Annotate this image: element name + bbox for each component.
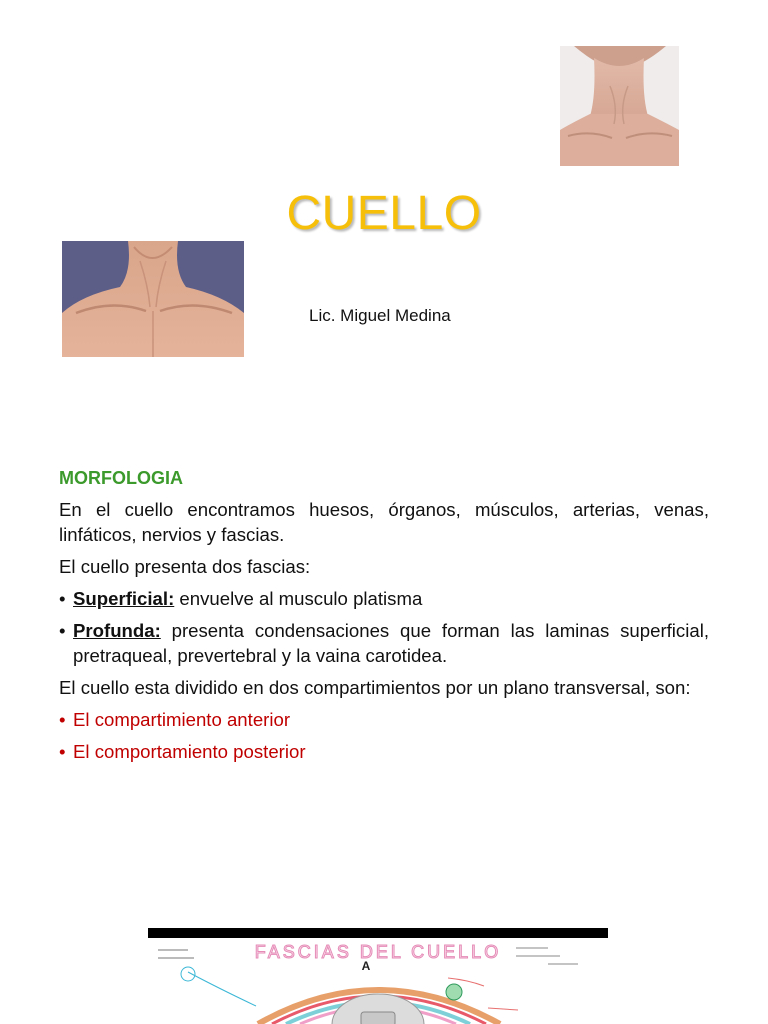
compartment-label: El compartimiento anterior <box>73 709 291 730</box>
intro-paragraph: En el cuello encontramos huesos, órganos, músculos, arterias, venas, linfáticos, nervios y fascias. <box>59 499 709 545</box>
fascia-description: envuelve al musculo platisma <box>174 588 423 609</box>
division-intro: El cuello esta dividido en dos compartimientos por un plano transversal, son: <box>59 677 691 698</box>
author-name: Lic. Miguel Medina <box>309 306 451 325</box>
fascia-item-superficial <box>59 586 709 611</box>
bullet-icon: • <box>59 709 66 730</box>
neck-photo-top <box>560 46 679 166</box>
compartment-item-posterior <box>59 739 709 764</box>
neck-photo-left <box>62 241 244 357</box>
fascia-item-profunda <box>59 618 709 668</box>
page-title: CUELLO <box>286 187 482 240</box>
morfologia-section <box>59 466 709 771</box>
compartment-label: El comportamiento posterior <box>73 741 306 762</box>
compartment-item-anterior <box>59 707 709 732</box>
fascia-description: presenta condensaciones que forman las laminas superficial, pretraqueal, prevertebral y la vaina carotidea. <box>73 620 709 666</box>
fascia-term: Profunda: <box>73 620 161 641</box>
bullet-icon: • <box>59 588 66 609</box>
fascia-term: Superficial: <box>73 588 175 609</box>
bullet-icon: • <box>59 741 66 762</box>
bullet-icon: • <box>59 620 66 641</box>
fascias-intro: El cuello presenta dos fascias: <box>59 556 311 577</box>
section-heading: MORFOLOGIA <box>59 468 183 488</box>
fascias-diagram <box>148 928 608 1024</box>
diagram-label-a: A <box>361 959 371 973</box>
diagram-title: FASCIAS DEL CUELLO <box>254 942 502 962</box>
